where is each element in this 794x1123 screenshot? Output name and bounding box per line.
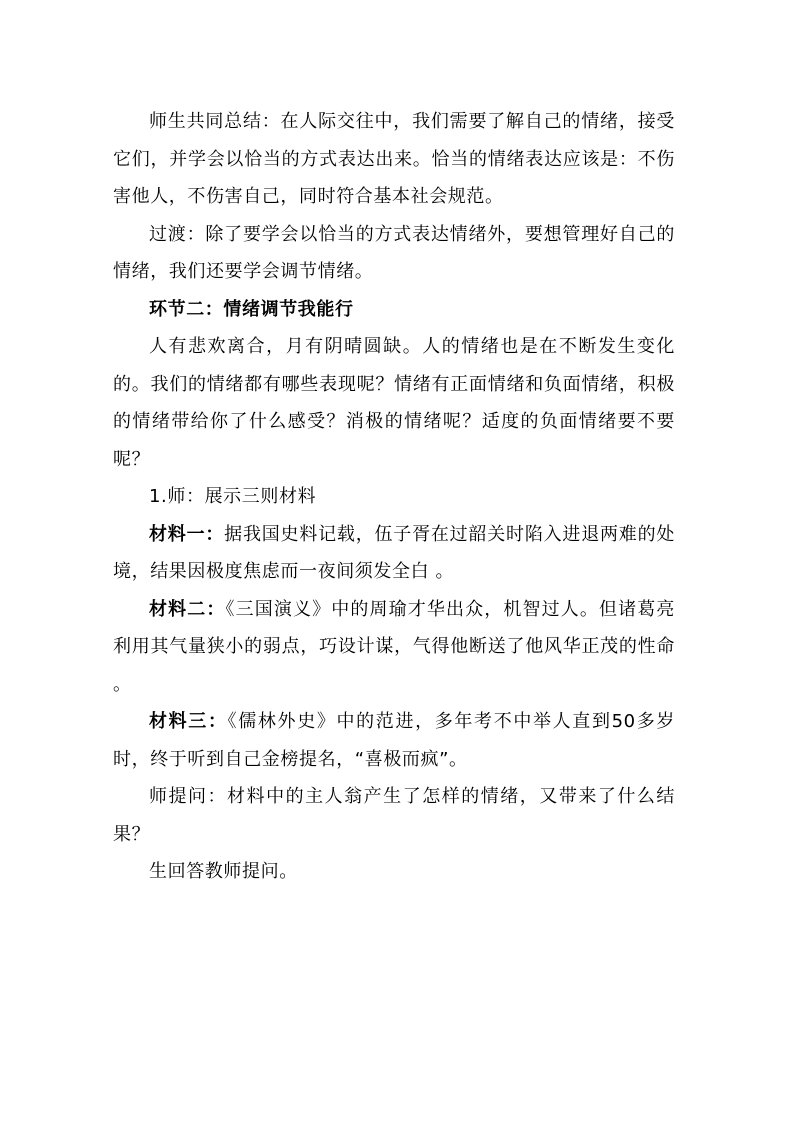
paragraph-student-answer	[113, 853, 675, 891]
paragraph-text: 过渡：除了要学会以恰当的方式表达情绪外，要想管理好自己的情绪，我们还要学会调节情绪。	[113, 223, 675, 282]
paragraph-text: 人有悲欢离合，月有阴晴圆缺。人的情绪也是在不断发生变化的。我们的情绪都有哪些表现呢？情绪有正面情绪和负面情绪，积极的情绪带给你了什么感受？消极的情绪呢？适度的负面情绪要不要呢？	[113, 336, 675, 470]
document-body	[113, 103, 675, 891]
section-heading	[113, 291, 675, 329]
heading-text: 环节二：情绪调节我能行	[149, 298, 354, 320]
paragraph-material-two	[113, 591, 675, 704]
paragraph-text: 师提问：材料中的主人翁产生了怎样的情绪，又带来了什么结果？	[113, 786, 675, 845]
material-label: 材料二：	[149, 598, 226, 620]
paragraph-transition	[113, 216, 675, 291]
material-label: 材料一：	[149, 523, 225, 545]
paragraph-text: 《三国演义》中的周瑜才华出众，机智过人。但诸葛亮利用其气量狭小的弱点，巧设计谋，气得他断送了他风华正茂的性命 。	[113, 598, 675, 695]
paragraph-text: 《儒林外史》中的范进，多年考不中举人直到50多岁时，终于听到自己金榜提名，“喜极而疯”。	[113, 711, 675, 770]
paragraph-summary	[113, 103, 675, 216]
paragraph-emotion-changes	[113, 328, 675, 478]
paragraph-teacher-question	[113, 778, 675, 853]
paragraph-text: 据我国史料记载，伍子胥在过韶关时陷入进退两难的处境，结果因极度焦虑而一夜间须发全白 。	[113, 523, 675, 582]
material-label: 材料三：	[149, 711, 228, 732]
paragraph-material-one	[113, 516, 675, 591]
paragraph-text: 1.师：展示三则材料	[149, 486, 317, 507]
paragraph-material-three	[113, 703, 675, 778]
paragraph-teacher-show-materials	[113, 478, 675, 516]
paragraph-text: 生回答教师提问。	[149, 861, 298, 882]
paragraph-text: 师生共同总结：在人际交往中，我们需要了解自己的情绪，接受它们，并学会以恰当的方式表达出来。恰当的情绪表达应该是：不伤害他人，不伤害自己，同时符合基本社会规范。	[113, 111, 675, 207]
